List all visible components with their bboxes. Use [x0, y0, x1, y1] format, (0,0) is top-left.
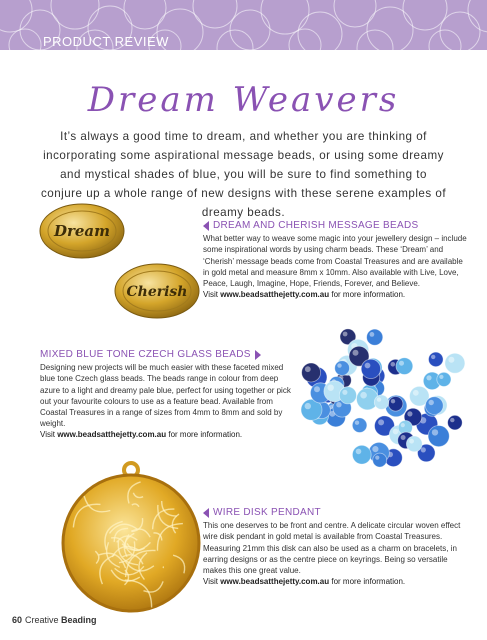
website-link[interactable]: www.beadsatthejetty.com.au: [57, 430, 167, 440]
glass-bead-highlight: [375, 456, 379, 460]
arrow-left-icon: [203, 508, 209, 518]
dream-bead-word: Dream: [53, 222, 111, 240]
page-footer: [12, 615, 97, 625]
glass-bead-highlight: [377, 397, 381, 401]
glass-bead-highlight: [401, 435, 406, 440]
glass-bead-highlight: [355, 421, 359, 425]
arrow-left-icon: [203, 221, 209, 231]
glass-bead-highlight: [429, 400, 434, 405]
glass-bead: [339, 387, 356, 404]
glass-bead-highlight: [353, 350, 359, 356]
glass-bead-highlight: [336, 402, 341, 407]
glass-bead-highlight: [342, 390, 347, 395]
cherish-bead-word: Cherish: [126, 284, 188, 300]
page-title: Dream Weavers: [87, 80, 400, 120]
glass-bead: [445, 353, 465, 373]
glass-bead-highlight: [314, 386, 320, 392]
wire-disk-pendant-image: [52, 458, 210, 616]
glass-bead: [361, 359, 380, 378]
glass-bead-highlight: [391, 362, 396, 367]
glass-bead-highlight: [337, 363, 341, 367]
glass-bead: [448, 415, 463, 430]
glass-bead-highlight: [372, 446, 378, 452]
magazine-name-bold: Beading: [61, 615, 97, 625]
glass-bead: [335, 361, 350, 376]
intro-paragraph: It’s always a good time to dream, and whether you are thinking of incorporating some aspirational message beads, or using some dreamy and mystical shades of blue, you will be sure to find something to conjure up a whole range of new designs with these serene examples of dreamy beads.: [40, 130, 447, 219]
product-heading: DREAM AND CHERISH MESSAGE BEADS: [213, 220, 419, 231]
glass-bead: [352, 445, 371, 464]
product-visit-line: Visit www.beadsatthejetty.com.au for more information.: [40, 430, 243, 440]
glass-bead-highlight: [393, 429, 399, 435]
glass-bead: [406, 436, 422, 452]
glass-bead-highlight: [431, 355, 435, 359]
glass-bead-highlight: [413, 390, 419, 396]
glass-bead: [302, 363, 321, 382]
product-heading: MIXED BLUE TONE CZECH GLASS BEADS: [40, 349, 251, 360]
glass-bead-highlight: [439, 375, 443, 379]
glass-bead-highlight: [360, 392, 367, 399]
glass-bead-highlight: [409, 439, 414, 444]
product-heading: WIRE DISK PENDANT: [213, 507, 321, 518]
product-description: Designing new projects will be much easier with these faceted mixed blue tone Czech glass beads. The beads range in colour from deep azure to a light and dreamy pale blue, perfect for using together or pick out your favourite colours to use as a feature bead. Available from Coastal Treasures in a range of sizes from 4mm to 8mm and sold by weight.: [40, 363, 291, 429]
page-number: 60: [12, 615, 23, 625]
glass-bead: [367, 329, 383, 345]
glass-bead: [437, 372, 451, 386]
product-visit-line: Visit www.beadsatthejetty.com.au for more information.: [203, 577, 406, 587]
magazine-name-prefix: Creative: [25, 615, 62, 625]
glass-bead-highlight: [365, 363, 371, 369]
glass-bead-highlight: [370, 332, 375, 337]
product-visit-line: Visit www.beadsatthejetty.com.au for more information.: [203, 290, 406, 300]
glass-bead-highlight: [432, 429, 438, 435]
glass-bead: [396, 358, 413, 375]
glass-bead-highlight: [356, 449, 362, 455]
website-link[interactable]: www.beadsatthejetty.com.au: [220, 577, 330, 587]
wire-strand: [163, 567, 164, 568]
glass-bead-highlight: [378, 419, 384, 425]
glass-bead: [425, 397, 443, 415]
glass-bead-highlight: [448, 357, 454, 363]
glass-bead-highlight: [426, 375, 431, 380]
glass-bead-highlight: [328, 385, 334, 391]
glass-bead-highlight: [407, 411, 412, 416]
product-description: What better way to weave some magic into your jewellery design – include some inspirational words by using charm beads. These ‘Dream’ and ‘Cherish’ message beads come from Coastal Treasures and are available in gold metal and measure 8mm x 10mm. Also available with Live, Love, Peace, Laugh, Imagine, Hope, Friends, Forever, and Believe.: [203, 234, 467, 289]
glass-bead-highlight: [305, 366, 311, 372]
header-banner: [0, 0, 487, 50]
product-glass-beads: [40, 349, 300, 441]
product-wire-disk: [203, 507, 469, 587]
glass-bead-highlight: [401, 423, 405, 427]
product-description: This one deserves to be front and centre. A delicate circular woven effect wire disk pendant in gold metal is available from Coastal Treasures. Measuring 21mm this disk can also be used as a charm on bracelets, in earring designs or as the centre piece on keyrings. Being so versatile makes this one great value.: [203, 521, 461, 576]
glass-bead: [352, 418, 367, 433]
glass-bead: [388, 397, 403, 412]
glass-bead-highlight: [421, 447, 426, 452]
glass-bead-highlight: [391, 399, 395, 403]
glass-bead: [429, 352, 444, 367]
glass-beads-image: [298, 312, 478, 472]
glass-bead-highlight: [399, 361, 404, 366]
message-beads-image: [32, 203, 202, 323]
section-label: PRODUCT REVIEW: [43, 34, 169, 49]
glass-bead-highlight: [343, 332, 348, 337]
arrow-right-icon: [255, 350, 261, 360]
glass-bead-highlight: [450, 418, 454, 422]
product-message-beads: [203, 220, 467, 300]
glass-bead: [428, 426, 449, 447]
glass-bead: [373, 453, 387, 467]
website-link[interactable]: www.beadsatthejetty.com.au: [220, 290, 330, 300]
glass-bead-highlight: [305, 403, 311, 409]
glass-bead: [374, 395, 388, 409]
